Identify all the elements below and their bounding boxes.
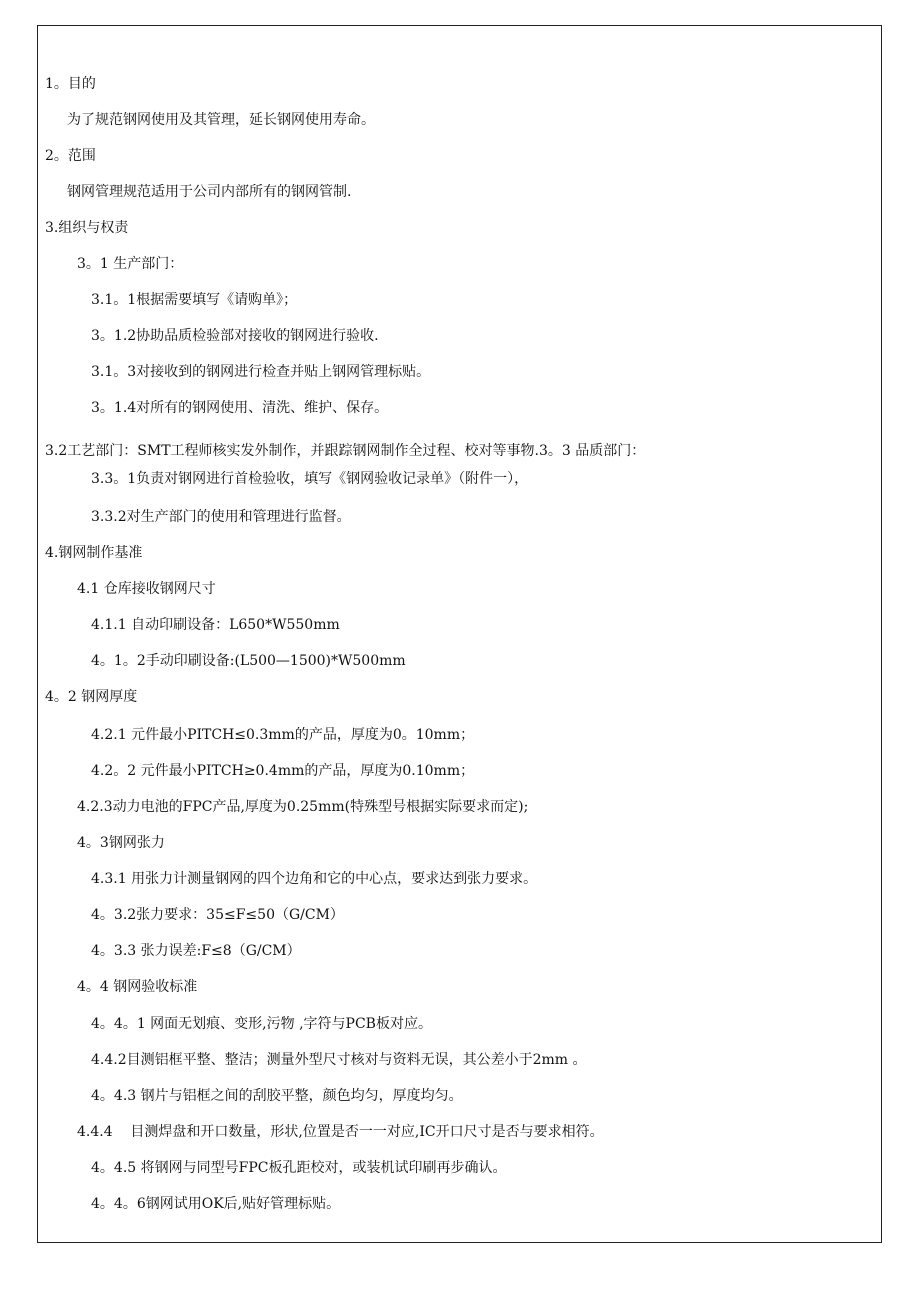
item-3-1-3: 3.1。3对接收到的钢网进行检查并贴上钢网管理标贴。 <box>91 364 431 380</box>
purpose-text: 为了规范钢网使用及其管理，延长钢网使用寿命。 <box>67 112 375 128</box>
item-4-4-5: 4。4.5 将钢网与同型号FPC板孔距校对，或装机试印刷再步确认。 <box>91 1160 507 1176</box>
section-4-3: 4。3钢网张力 <box>77 835 165 851</box>
heading-organization: 3.组织与权责 <box>45 220 129 236</box>
item-4-4-3: 4。4.3 钢片与铝框之间的刮胶平整，颜色均匀，厚度均匀。 <box>91 1088 463 1104</box>
item-3-3-1: 3.3。1负责对钢网进行首检验收，填写《钢网验收记录单》（附件一）， <box>91 471 529 487</box>
item-3-1-2: 3。1.2协助品质检验部对接收的钢网进行验收. <box>91 328 379 344</box>
scope-text: 钢网管理规范适用于公司内部所有的钢网管制. <box>67 184 352 200</box>
item-3-1-4: 3。1.4对所有的钢网使用、清洗、维护、保存。 <box>91 400 389 416</box>
item-4-2-1: 4.2.1 元件最小PITCH≤0.3mm的产品，厚度为0。10mm； <box>91 727 475 743</box>
item-4-1-2: 4。1。2手动印刷设备:(L500—1500)*W500mm <box>91 653 406 669</box>
section-4-2: 4。2 钢网厚度 <box>45 689 138 705</box>
item-4-4-2: 4.4.2目测铝框平整、整洁；测量外型尺寸核对与资料无误，其公差小于2mm 。 <box>91 1052 587 1068</box>
heading-scope: 2。范围 <box>45 148 96 164</box>
item-4-2-2: 4.2。2 元件最小PITCH≥0.4mm的产品，厚度为0.10mm； <box>91 763 475 779</box>
heading-purpose: 1。目的 <box>45 76 96 92</box>
section-3-2: 3.2工艺部门：SMT工程师核实发外制作，并跟踪钢网制作全过程、校对等事物.3。3 品质部门： <box>45 443 646 459</box>
item-4-3-2: 4。3.2张力要求：35≤F≤50（G/CM） <box>91 907 344 923</box>
item-4-3-1: 4.3.1 用张力计测量钢网的四个边角和它的中心点，要求达到张力要求。 <box>91 871 538 887</box>
item-4-4-1: 4。4。1 网面无划痕、变形,污物 ,字符与PCB板对应。 <box>91 1016 432 1032</box>
item-3-1-1: 3.1。1根据需要填写《请购单》； <box>91 292 298 308</box>
item-4-1-1: 4.1.1 自动印刷设备：L650*W550mm <box>91 617 340 633</box>
heading-stencil-standard: 4.钢网制作基准 <box>45 545 143 561</box>
item-4-4-6: 4。4。6钢网试用OK后,贴好管理标贴。 <box>91 1196 341 1212</box>
item-4-3-3: 4。3.3 张力误差:F≤8（G/CM） <box>91 943 301 959</box>
item-4-4-4: 4.4.4 目测焊盘和开口数量，形状,位置是否一一对应,IC开口尺寸是否与要求相符。 <box>77 1124 604 1140</box>
section-4-4: 4。4 钢网验收标准 <box>77 979 198 995</box>
item-3-3-2: 3.3.2对生产部门的使用和管理进行监督。 <box>91 509 351 525</box>
section-4-1: 4.1 仓库接收钢网尺寸 <box>77 581 216 597</box>
section-3-1: 3。1 生产部门： <box>77 256 184 272</box>
item-4-2-3: 4.2.3动力电池的FPC产品,厚度为0.25mm(特殊型号根据实际要求而定); <box>77 799 529 815</box>
